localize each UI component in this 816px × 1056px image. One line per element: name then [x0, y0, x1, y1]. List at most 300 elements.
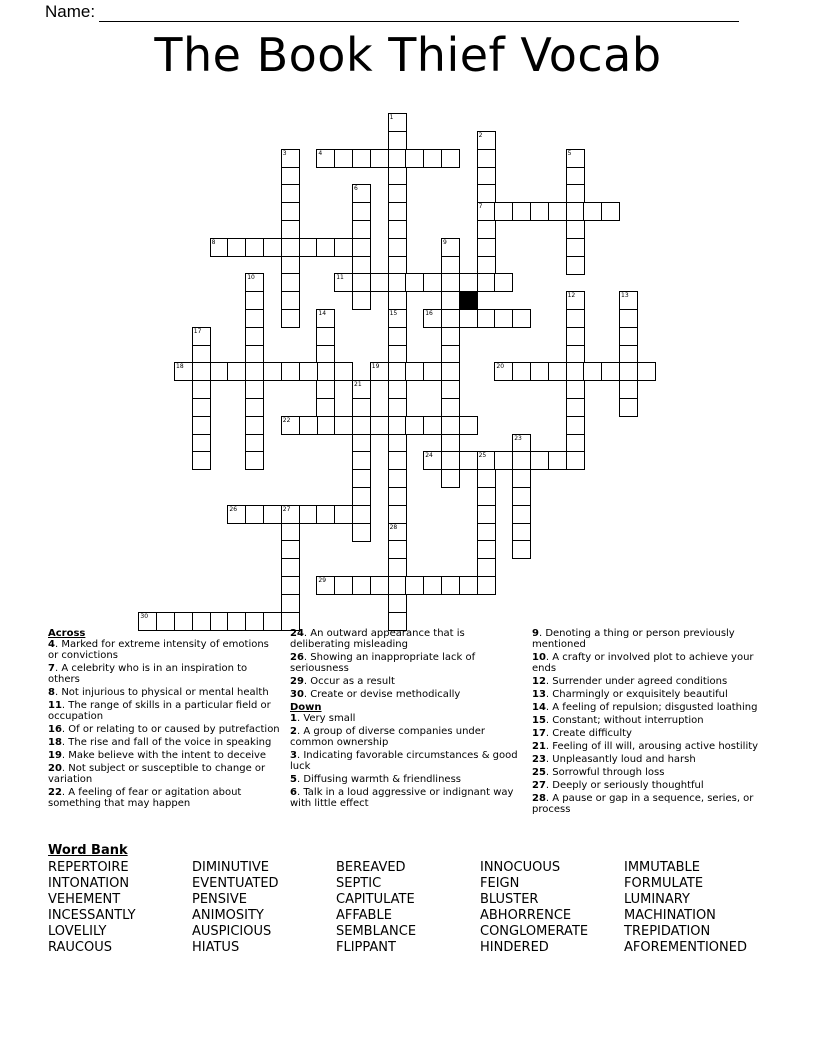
crossword-cell[interactable]: [245, 273, 264, 292]
crossword-cell[interactable]: [619, 362, 638, 381]
crossword-cell[interactable]: [583, 362, 602, 381]
crossword-cell[interactable]: [566, 167, 585, 186]
crossword-cell[interactable]: [316, 380, 335, 399]
down-clue-list: [290, 713, 520, 809]
crossword-cell[interactable]: [494, 451, 513, 470]
clue-number: 29: [318, 576, 327, 584]
crossword-cell[interactable]: [619, 291, 638, 310]
clue: 14. A feeling of repulsion; disgusted loathing: [532, 702, 758, 713]
crossword-cell[interactable]: [512, 451, 531, 470]
crossword-cell[interactable]: [548, 362, 567, 381]
clue-number: 2: [290, 726, 297, 737]
crossword-cell[interactable]: [388, 594, 407, 613]
crossword-cell[interactable]: [388, 523, 407, 542]
crossword-cell[interactable]: [477, 184, 496, 203]
crossword-cell[interactable]: [405, 149, 424, 168]
crossword-cell[interactable]: [316, 149, 335, 168]
blocked-cell: [459, 291, 478, 310]
crossword-cell[interactable]: [281, 540, 300, 559]
crossword-cell[interactable]: [388, 434, 407, 453]
crossword-cell[interactable]: [566, 256, 585, 275]
crossword-cell[interactable]: [388, 540, 407, 559]
crossword-cell[interactable]: [405, 273, 424, 292]
clue-number: 15: [389, 309, 398, 317]
crossword-cell[interactable]: [441, 273, 460, 292]
crossword-cell[interactable]: [352, 220, 371, 239]
crossword-cell[interactable]: [316, 576, 335, 595]
clue-number: 1: [290, 713, 297, 724]
crossword-cell[interactable]: [423, 576, 442, 595]
crossword-cell[interactable]: [316, 327, 335, 346]
crossword-cell[interactable]: [512, 487, 531, 506]
crossword-cell[interactable]: [388, 273, 407, 292]
crossword-cell[interactable]: [245, 505, 264, 524]
crossword-cell[interactable]: [352, 398, 371, 417]
clue-number: 10: [247, 274, 255, 282]
crossword-cell[interactable]: [388, 487, 407, 506]
crossword-cell[interactable]: [352, 469, 371, 488]
crossword-cell[interactable]: [619, 398, 638, 417]
crossword-cell[interactable]: [619, 345, 638, 364]
word-bank-word: CAPITULATE: [336, 892, 415, 907]
crossword-cell[interactable]: [512, 540, 531, 559]
crossword-cell[interactable]: [441, 469, 460, 488]
crossword-cell[interactable]: [388, 131, 407, 150]
crossword-cell[interactable]: [334, 273, 353, 292]
crossword-cell[interactable]: [299, 416, 318, 435]
crossword-cell[interactable]: [477, 558, 496, 577]
crossword-cell[interactable]: [512, 309, 531, 328]
crossword-cell[interactable]: [192, 398, 211, 417]
crossword-cell[interactable]: [512, 202, 531, 221]
crossword-cell[interactable]: [352, 256, 371, 275]
crossword-cell[interactable]: [192, 451, 211, 470]
crossword-cell[interactable]: [352, 291, 371, 310]
crossword-cell[interactable]: [352, 505, 371, 524]
clue: 24. An outward appearance that is deliberating misleading: [290, 628, 465, 650]
crossword-cell[interactable]: [192, 327, 211, 346]
crossword-cell[interactable]: [566, 291, 585, 310]
crossword-cell[interactable]: [245, 416, 264, 435]
clue: 6. Talk in a loud aggressive or indignant way with little effect: [290, 787, 514, 809]
clue: 18. The rise and fall of the voice in speaking: [48, 737, 272, 748]
clue-number: 14: [532, 702, 546, 713]
clue-number: 18: [176, 363, 184, 371]
clue: 22. A feeling of fear or agitation about something that may happen: [48, 787, 242, 809]
crossword-cell[interactable]: [388, 558, 407, 577]
crossword-cell[interactable]: [263, 362, 282, 381]
crossword-cell[interactable]: [245, 309, 264, 328]
clue-number: 19: [48, 750, 62, 761]
clue-number: 6: [290, 787, 297, 798]
crossword-cell[interactable]: [637, 362, 656, 381]
crossword-cell[interactable]: [405, 416, 424, 435]
crossword-cell[interactable]: [388, 238, 407, 257]
crossword-cell[interactable]: [566, 380, 585, 399]
clue-number: 24: [290, 628, 304, 639]
crossword-cell[interactable]: [388, 167, 407, 186]
word-bank-word: LUMINARY: [624, 892, 690, 907]
crossword-cell[interactable]: [281, 594, 300, 613]
crossword-cell[interactable]: [281, 362, 300, 381]
crossword-cell[interactable]: [388, 451, 407, 470]
crossword-cell[interactable]: [352, 380, 371, 399]
crossword-cell[interactable]: [477, 540, 496, 559]
crossword-cell[interactable]: [423, 451, 442, 470]
crossword-cell[interactable]: [299, 238, 318, 257]
crossword-cell[interactable]: [441, 576, 460, 595]
clue-number: 26: [229, 505, 238, 513]
crossword-cell[interactable]: [530, 202, 549, 221]
crossword-cell[interactable]: [566, 220, 585, 239]
down-heading: Down: [290, 702, 322, 713]
crossword-cell[interactable]: [192, 416, 211, 435]
crossword-cell[interactable]: [459, 451, 478, 470]
crossword-cell[interactable]: [352, 184, 371, 203]
clue-number: 11: [336, 274, 344, 282]
crossword-cell[interactable]: [245, 291, 264, 310]
crossword-cell[interactable]: [334, 505, 353, 524]
crossword-cell[interactable]: [459, 416, 478, 435]
crossword-cell[interactable]: [227, 505, 246, 524]
crossword-cell[interactable]: [352, 434, 371, 453]
crossword-cell[interactable]: [477, 131, 496, 150]
crossword-cell[interactable]: [477, 309, 496, 328]
crossword-cell[interactable]: [477, 487, 496, 506]
crossword-cell[interactable]: [477, 167, 496, 186]
crossword-cell[interactable]: [352, 273, 371, 292]
crossword-cell[interactable]: [334, 576, 353, 595]
crossword-cell[interactable]: [245, 380, 264, 399]
crossword-cell[interactable]: [566, 309, 585, 328]
crossword-cell[interactable]: [441, 291, 460, 310]
crossword-cell[interactable]: [334, 149, 353, 168]
crossword-cell[interactable]: [245, 327, 264, 346]
crossword-cell[interactable]: [334, 238, 353, 257]
crossword-cell[interactable]: [477, 202, 496, 221]
clue-number: 12: [567, 292, 576, 300]
crossword-cell[interactable]: [388, 202, 407, 221]
crossword-cell[interactable]: [477, 576, 496, 595]
crossword-cell[interactable]: [423, 309, 442, 328]
crossword-cell[interactable]: [601, 362, 620, 381]
crossword-cell[interactable]: [245, 398, 264, 417]
crossword-cell[interactable]: [512, 434, 531, 453]
crossword-cell[interactable]: [281, 167, 300, 186]
crossword-cell[interactable]: [281, 256, 300, 275]
crossword-cell[interactable]: [566, 202, 585, 221]
word-bank-word: REPERTOIRE: [48, 860, 129, 875]
crossword-cell[interactable]: [477, 523, 496, 542]
crossword-cell[interactable]: [494, 202, 513, 221]
crossword-cell[interactable]: [388, 184, 407, 203]
crossword-cell[interactable]: [477, 469, 496, 488]
crossword-cell[interactable]: [245, 434, 264, 453]
crossword-cell[interactable]: [192, 345, 211, 364]
word-bank-word: BEREAVED: [336, 860, 406, 875]
crossword-cell[interactable]: [281, 309, 300, 328]
crossword-cell[interactable]: [512, 523, 531, 542]
crossword-cell[interactable]: [334, 362, 353, 381]
crossword-cell[interactable]: [316, 309, 335, 328]
crossword-cell[interactable]: [548, 451, 567, 470]
clue-number: 8: [211, 238, 216, 246]
crossword-cell[interactable]: [459, 273, 478, 292]
crossword-cell[interactable]: [388, 220, 407, 239]
crossword-cell[interactable]: [245, 362, 264, 381]
crossword-cell[interactable]: [566, 184, 585, 203]
crossword-cell[interactable]: [245, 238, 264, 257]
crossword-cell[interactable]: [370, 362, 389, 381]
crossword-cell[interactable]: [192, 362, 211, 381]
crossword-cell[interactable]: [477, 238, 496, 257]
crossword-cell[interactable]: [370, 273, 389, 292]
crossword-cell[interactable]: [512, 505, 531, 524]
word-bank-word: FEIGN: [480, 876, 520, 891]
clue-number: 29: [290, 676, 304, 687]
crossword-cell[interactable]: [494, 362, 513, 381]
clue-number: 27: [532, 780, 546, 791]
clue-number: 18: [48, 737, 62, 748]
clue-text: A pause or gap in a sequence, series, or process: [532, 793, 754, 815]
crossword-cell[interactable]: [281, 558, 300, 577]
clue: 7. A celebrity who is in an inspiration to others: [48, 663, 248, 685]
clue-number: 30: [290, 689, 304, 700]
crossword-cell[interactable]: [423, 416, 442, 435]
crossword-cell[interactable]: [227, 362, 246, 381]
crossword-cell[interactable]: [405, 576, 424, 595]
page-title: The Book Thief Vocab: [154, 28, 662, 82]
clue: 1. Very small: [290, 713, 356, 724]
clue-text: Sorrowful through loss: [552, 767, 665, 778]
crossword-cell[interactable]: [352, 416, 371, 435]
crossword-cell[interactable]: [512, 469, 531, 488]
crossword-cell[interactable]: [619, 380, 638, 399]
crossword-cell[interactable]: [316, 345, 335, 364]
crossword-cell[interactable]: [530, 362, 549, 381]
crossword-cell[interactable]: [299, 362, 318, 381]
crossword-cell[interactable]: [388, 345, 407, 364]
clue-text: Not subject or susceptible to change or variation: [48, 763, 266, 785]
crossword-cell[interactable]: [494, 309, 513, 328]
crossword-cell[interactable]: [263, 238, 282, 257]
crossword-cell[interactable]: [352, 523, 371, 542]
crossword-cell[interactable]: [477, 451, 496, 470]
clue-text: Indicating favorable circumstances & good luck: [290, 750, 518, 772]
crossword-cell[interactable]: [530, 451, 549, 470]
crossword-cell[interactable]: [316, 238, 335, 257]
crossword-cell[interactable]: [281, 291, 300, 310]
crossword-cell[interactable]: [388, 576, 407, 595]
crossword-cell[interactable]: [210, 362, 229, 381]
crossword-cell[interactable]: [352, 238, 371, 257]
crossword-cell[interactable]: [441, 362, 460, 381]
clue-number: 13: [532, 689, 546, 700]
crossword-cell[interactable]: [441, 380, 460, 399]
crossword-cell[interactable]: [566, 149, 585, 168]
crossword-cell[interactable]: [423, 362, 442, 381]
crossword-cell[interactable]: [334, 416, 353, 435]
crossword-cell[interactable]: [566, 451, 585, 470]
word-bank-heading: Word Bank: [48, 843, 128, 858]
crossword-cell[interactable]: [477, 256, 496, 275]
crossword-cell[interactable]: [441, 238, 460, 257]
crossword-cell[interactable]: [441, 309, 460, 328]
crossword-cell[interactable]: [281, 202, 300, 221]
crossword-cell[interactable]: [281, 149, 300, 168]
clue-number: 27: [282, 505, 291, 513]
crossword-cell[interactable]: [423, 273, 442, 292]
crossword-cell[interactable]: [494, 273, 513, 292]
crossword-cell[interactable]: [388, 256, 407, 275]
crossword-cell[interactable]: [566, 345, 585, 364]
crossword-cell[interactable]: [227, 238, 246, 257]
crossword-cell[interactable]: [566, 434, 585, 453]
clue-number: 20: [48, 763, 62, 774]
crossword-cell[interactable]: [263, 505, 282, 524]
clue-number: 8: [48, 687, 55, 698]
crossword-cell[interactable]: [441, 345, 460, 364]
crossword-cell[interactable]: [281, 273, 300, 292]
word-bank-word: ABHORRENCE: [480, 908, 572, 923]
crossword-cell[interactable]: [441, 327, 460, 346]
word-bank-word: HINDERED: [480, 940, 549, 955]
crossword-cell[interactable]: [477, 505, 496, 524]
clue-number: 22: [282, 416, 291, 424]
crossword-cell[interactable]: [441, 416, 460, 435]
word-bank-word: FORMULATE: [624, 876, 704, 891]
clue-text: Of or relating to or caused by putrefaction: [68, 724, 280, 735]
crossword-cell[interactable]: [192, 434, 211, 453]
word-bank-word: AFFABLE: [336, 908, 392, 923]
crossword-cell[interactable]: [316, 398, 335, 417]
word-bank-word: AFOREMENTIONED: [624, 940, 747, 955]
crossword-cell[interactable]: [281, 220, 300, 239]
word-bank-word: SEPTIC: [336, 876, 382, 891]
crossword-cell[interactable]: [388, 291, 407, 310]
word-bank-word: AUSPICIOUS: [192, 924, 272, 939]
word-bank-word: FLIPPANT: [336, 940, 396, 955]
crossword-cell[interactable]: [245, 345, 264, 364]
clue-number: 23: [532, 754, 546, 765]
crossword-cell[interactable]: [583, 202, 602, 221]
crossword-cell[interactable]: [388, 398, 407, 417]
clues-column-2: [290, 628, 520, 811]
clue: 4. Marked for extreme intensity of emotions or convictions: [48, 639, 269, 661]
crossword-cell[interactable]: [281, 523, 300, 542]
crossword-cell[interactable]: [388, 362, 407, 381]
crossword-cell[interactable]: [459, 309, 478, 328]
crossword-cell[interactable]: [210, 238, 229, 257]
clue-number: 19: [371, 363, 380, 371]
crossword-cell[interactable]: [388, 469, 407, 488]
crossword-cell[interactable]: [566, 416, 585, 435]
crossword-cell[interactable]: [316, 362, 335, 381]
word-bank: [48, 843, 768, 956]
crossword-cell[interactable]: [370, 149, 389, 168]
crossword-cell[interactable]: [566, 362, 585, 381]
clue-number: 17: [532, 728, 546, 739]
word-bank-word: INTONATION: [48, 876, 130, 891]
crossword-cell[interactable]: [601, 202, 620, 221]
crossword-cell[interactable]: [316, 505, 335, 524]
clue-number: 23: [514, 434, 522, 442]
crossword-cell[interactable]: [299, 505, 318, 524]
crossword-cell[interactable]: [352, 149, 371, 168]
crossword-cell[interactable]: [316, 416, 335, 435]
crossword-cell[interactable]: [566, 327, 585, 346]
crossword-cell[interactable]: [512, 362, 531, 381]
crossword-cell[interactable]: [388, 380, 407, 399]
crossword-cell[interactable]: [281, 576, 300, 595]
crossword-cell[interactable]: [441, 398, 460, 417]
clue-number: 16: [48, 724, 62, 735]
crossword-cell[interactable]: [566, 398, 585, 417]
clue-number: 14: [318, 309, 327, 317]
crossword-cell[interactable]: [388, 416, 407, 435]
crossword-cell[interactable]: [388, 505, 407, 524]
clue-number: 6: [354, 185, 358, 193]
crossword-cell[interactable]: [352, 451, 371, 470]
word-bank-word: PENSIVE: [192, 892, 247, 907]
crossword-cell[interactable]: [281, 416, 300, 435]
clue-number: 7: [48, 663, 55, 674]
clue-text: Occur as a result: [310, 676, 395, 687]
clue-number: 11: [48, 700, 62, 711]
crossword-cell[interactable]: [405, 362, 424, 381]
crossword-cell[interactable]: [619, 327, 638, 346]
crossword-cell[interactable]: [388, 149, 407, 168]
crossword-cell[interactable]: [459, 576, 478, 595]
word-bank-word: DIMINUTIVE: [192, 860, 270, 875]
crossword-cell[interactable]: [477, 273, 496, 292]
crossword-cell[interactable]: [388, 327, 407, 346]
crossword-cell[interactable]: [370, 416, 389, 435]
crossword-cell[interactable]: [192, 380, 211, 399]
clue: 21. Feeling of ill will, arousing active hostility: [532, 741, 759, 752]
crossword-cell[interactable]: [370, 576, 389, 595]
word-bank-grid: [48, 860, 768, 956]
crossword-cell[interactable]: [566, 238, 585, 257]
crossword-cell[interactable]: [174, 362, 193, 381]
crossword-cell[interactable]: [423, 149, 442, 168]
clue: 16. Of or relating to or caused by putrefaction: [48, 724, 280, 735]
word-bank-word: SEMBLANCE: [336, 924, 417, 939]
crossword-cell[interactable]: [619, 309, 638, 328]
crossword-cell[interactable]: [388, 113, 407, 132]
crossword-cell[interactable]: [477, 220, 496, 239]
crossword-cell[interactable]: [281, 238, 300, 257]
crossword-cell[interactable]: [245, 451, 264, 470]
crossword-cell[interactable]: [281, 505, 300, 524]
crossword-cell[interactable]: [388, 309, 407, 328]
crossword-cell[interactable]: [352, 576, 371, 595]
crossword-cell[interactable]: [441, 451, 460, 470]
word-bank-word: RAUCOUS: [48, 940, 112, 955]
clue: 23. Unpleasantly loud and harsh: [532, 754, 696, 765]
crossword-cell[interactable]: [441, 434, 460, 453]
crossword-cell[interactable]: [281, 184, 300, 203]
crossword-cell[interactable]: [441, 256, 460, 275]
crossword-cell[interactable]: [352, 202, 371, 221]
clue-number: 22: [48, 787, 62, 798]
crossword-cell[interactable]: [477, 149, 496, 168]
crossword-cell[interactable]: [352, 487, 371, 506]
crossword-cell[interactable]: [441, 149, 460, 168]
word-bank-word: HIATUS: [192, 940, 240, 955]
clue: 30. Create or devise methodically: [290, 689, 461, 700]
crossword-cell[interactable]: [548, 202, 567, 221]
